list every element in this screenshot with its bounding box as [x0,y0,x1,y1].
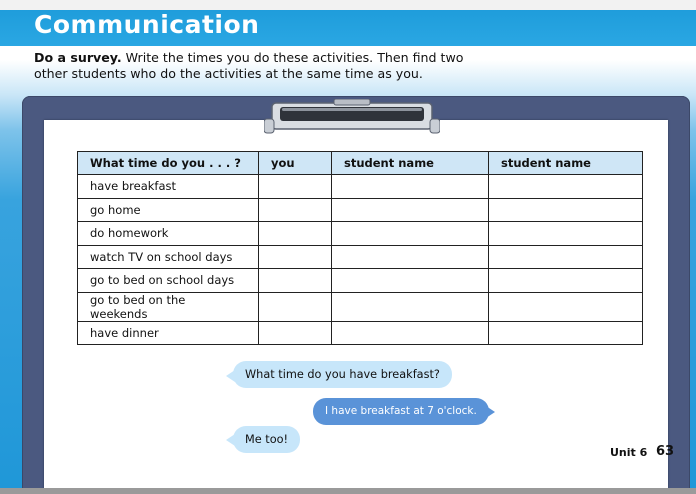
header-shine [0,0,696,10]
section-title: Communication [34,10,260,39]
clipboard-clip [264,99,440,139]
speech-bubble-tail [226,434,235,446]
activity-cell: have breakfast [78,175,259,199]
table-row [78,245,643,269]
column-header-activity: What time do you . . . ? [78,152,259,175]
table-row [78,269,643,293]
unit-label: Unit 6 [610,446,648,459]
activity-cell: go to bed on school days [78,269,259,293]
speech-bubble-answer: I have breakfast at 7 o'clock. [313,398,489,425]
instructions [34,50,494,82]
you-cell[interactable] [259,175,332,199]
activity-cell: have dinner [78,321,259,345]
student-name-cell[interactable] [489,245,643,269]
student-name-cell[interactable] [332,292,489,321]
student-name-cell[interactable] [489,321,643,345]
column-header-student-2: student name [489,152,643,175]
speech-bubble-tail [226,370,235,382]
table-row [78,198,643,222]
instructions-lead: Do a survey. [34,50,122,65]
you-cell[interactable] [259,245,332,269]
speech-bubble-question: What time do you have breakfast? [233,361,452,388]
column-header-you: you [259,152,332,175]
activity-cell: go home [78,198,259,222]
student-name-cell[interactable] [332,245,489,269]
bottom-strip [0,488,696,494]
activity-cell: go to bed on the weekends [78,292,259,321]
activity-cell: watch TV on school days [78,245,259,269]
you-cell[interactable] [259,198,332,222]
survey-table [77,151,643,345]
student-name-cell[interactable] [489,198,643,222]
table-row [78,321,643,345]
speech-bubble-tail [486,406,495,418]
column-header-student-1: student name [332,152,489,175]
student-name-cell[interactable] [489,222,643,246]
activity-cell: do homework [78,222,259,246]
student-name-cell[interactable] [332,175,489,199]
student-name-cell[interactable] [332,198,489,222]
student-name-cell[interactable] [489,292,643,321]
table-row [78,175,643,199]
student-name-cell[interactable] [332,222,489,246]
you-cell[interactable] [259,222,332,246]
student-name-cell[interactable] [489,269,643,293]
student-name-cell[interactable] [489,175,643,199]
instructions-text: Write the times you do these activities. Then find two other students who do the activities at the same time as you. [34,50,464,81]
table-header-row [78,152,643,175]
student-name-cell[interactable] [332,269,489,293]
student-name-cell[interactable] [332,321,489,345]
page-number: 63 [656,444,675,459]
you-cell[interactable] [259,321,332,345]
you-cell[interactable] [259,269,332,293]
table-row [78,292,643,321]
you-cell[interactable] [259,292,332,321]
speech-bubble-reply: Me too! [233,426,300,453]
table-row [78,222,643,246]
